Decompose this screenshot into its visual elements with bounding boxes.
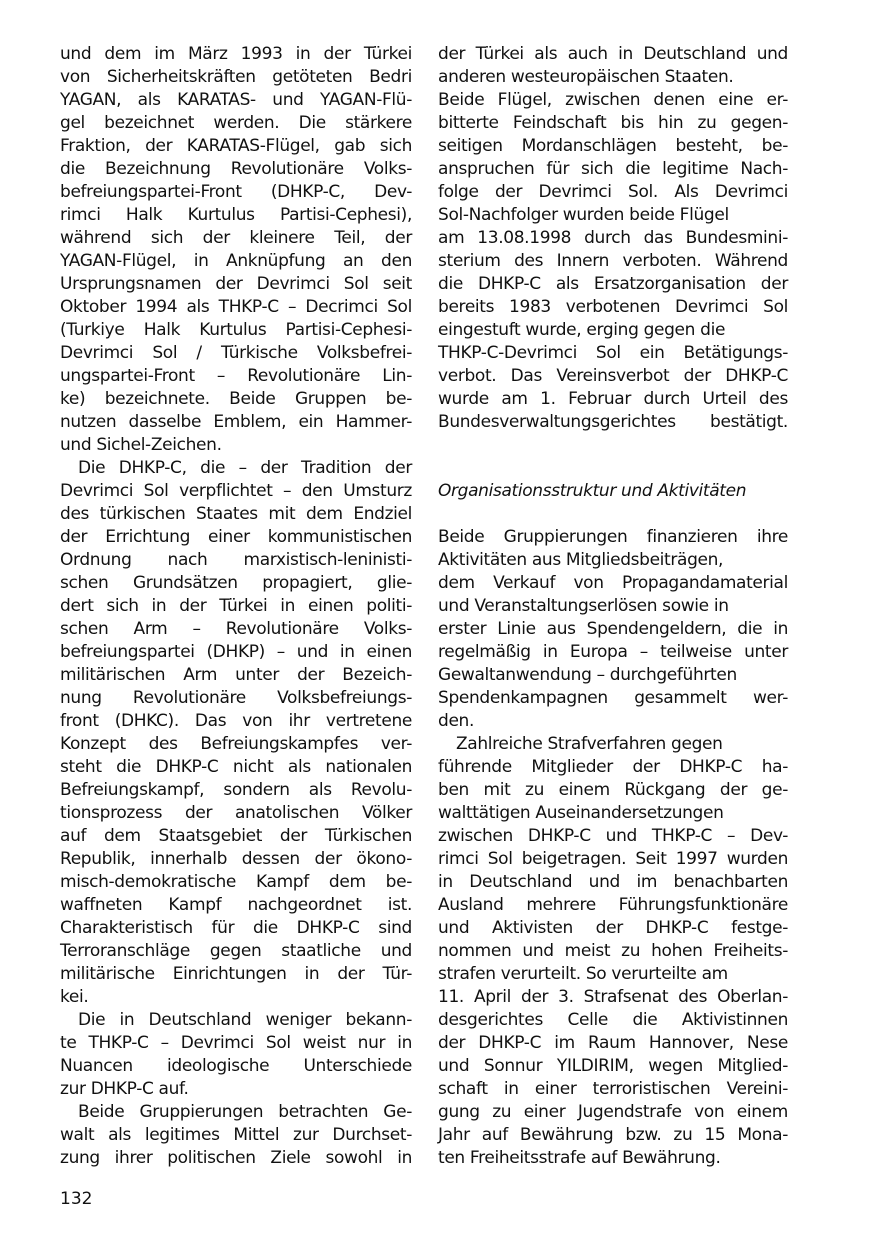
text-line: eingestuft wurde, erging gegen die <box>438 320 726 340</box>
text-line: auf dem Staatsgebiet der Türkischen <box>60 826 412 846</box>
text-line: der Türkei als auch in Deutschland und <box>438 44 788 64</box>
text-line: Befreiungskampf, sondern als Revolu- <box>60 780 412 800</box>
text-line: nung Revolutionäre Volksbefreiungs- <box>60 688 412 708</box>
text-line: Sol-Nachfolger wurden beide Flügel <box>438 205 729 225</box>
text-line: 11. April der 3. Strafsenat des Oberlan- <box>438 987 788 1007</box>
paragraph-first-line: Zahlreiche Strafverfahren gegen <box>456 734 723 754</box>
text-line: militärischen Arm unter der Bezeich- <box>60 665 412 685</box>
text-line: THKP-C-Devrimci Sol ein Betätigungs- <box>438 343 788 363</box>
text-line: Gewaltanwendung – durchgeführten <box>438 665 737 685</box>
text-line: und Aktivisten der DHKP-C festge- <box>438 918 788 938</box>
text-line: YAGAN, als KARATAS- und YAGAN-Flü- <box>60 90 412 110</box>
text-line: Charakteristisch für die DHKP-C sind <box>60 918 412 938</box>
text-line: des türkischen Staates mit dem Endziel <box>60 504 412 524</box>
text-line: te THKP-C – Devrimci Sol weist nur in <box>60 1033 412 1053</box>
text-line: walt als legitimes Mittel zur Durchset- <box>60 1125 412 1145</box>
text-line: strafen verurteilt. So verurteilte am <box>438 964 728 984</box>
text-line: Ursprungsnamen der Devrimci Sol seit <box>60 274 412 294</box>
section-spacer <box>438 503 788 526</box>
text-line: Beide Flügel, zwischen denen eine er- <box>438 90 788 110</box>
text-line: Fraktion, der KARATAS-Flügel, gab sich <box>60 136 412 156</box>
text-line: führende Mitglieder der DHKP-C ha- <box>438 757 788 777</box>
text-line: verbot. Das Vereinsverbot der DHKP-C <box>438 366 788 386</box>
text-line: Spendenkampagnen gesammelt wer- <box>438 688 788 708</box>
text-line: während sich der kleinere Teil, der <box>60 228 412 248</box>
text-line: Aktivitäten aus Mitgliedsbeiträgen, <box>438 550 724 570</box>
text-line: am 13.08.1998 durch das Bundesmini- <box>438 228 788 248</box>
text-line: und dem im März 1993 in der Türkei <box>60 44 412 64</box>
text-line: Jahr auf Bewährung bzw. zu 15 Mona- <box>438 1125 788 1145</box>
text-line: sterium des Innern verboten. Während <box>438 251 788 271</box>
text-line: ben mit zu einem Rückgang der ge- <box>438 780 788 800</box>
text-line: nommen und meist zu hohen Freiheits- <box>438 941 788 961</box>
text-line: Terroranschläge gegen staatliche und <box>60 941 412 961</box>
text-line: bereits 1983 verbotenen Devrimci Sol <box>438 297 788 317</box>
text-line: zur DHKP-C auf. <box>60 1079 189 1099</box>
text-line: wurde am 1. Februar durch Urteil des <box>438 389 788 409</box>
text-line: die DHKP-C als Ersatzorganisation der <box>438 274 788 294</box>
text-line: regelmäßig in Europa – teilweise unter <box>438 642 788 662</box>
text-line: Ordnung nach marxistisch-leninisti- <box>60 550 412 570</box>
text-line: gung zu einer Jugendstrafe von einem <box>438 1102 788 1122</box>
text-line: ke) bezeichnete. Beide Gruppen be- <box>60 389 412 409</box>
text-line: zwischen DHKP-C und THKP-C – Dev- <box>438 826 788 846</box>
text-line: seitigen Mordanschlägen besteht, be- <box>438 136 788 156</box>
left-column <box>60 43 412 1170</box>
paragraph-first-line: Die DHKP-C, die – der Tradition der <box>78 458 412 478</box>
text-line: befreiungspartei-Front (DHKP-C, Dev- <box>60 182 412 202</box>
text-line: rimci Sol beigetragen. Seit 1997 wurden <box>438 849 788 869</box>
text-line: (Turkiye Halk Kurtulus Partisi-Cephesi- <box>60 320 412 340</box>
text-line: Beide Gruppierungen finanzieren ihre <box>438 527 788 547</box>
text-line: misch-demokratische Kampf dem be- <box>60 872 412 892</box>
right-column <box>438 43 788 1170</box>
text-line: nutzen dasselbe Emblem, ein Hammer- <box>60 412 412 432</box>
text-line: Oktober 1994 als THKP-C – Decrimci Sol <box>60 297 412 317</box>
text-line: gel bezeichnet werden. Die stärkere <box>60 113 412 133</box>
text-line: und Sonnur YILDIRIM, wegen Mitglied- <box>438 1056 788 1076</box>
text-line: dem Verkauf von Propagandamaterial <box>438 573 788 593</box>
text-line: kei. <box>60 987 89 1007</box>
text-line: ten Freiheitsstrafe auf Bewährung. <box>438 1148 721 1168</box>
text-line: dert sich in der Türkei in einen politi- <box>60 596 412 616</box>
section-spacer <box>438 434 788 480</box>
text-line: Devrimci Sol verpflichtet – den Umsturz <box>60 481 412 501</box>
text-line: und Veranstaltungserlösen sowie in <box>438 596 729 616</box>
text-line: von Sicherheitskräften getöteten Bedri <box>60 67 412 87</box>
text-line: schen Grundsätzen propagiert, glie- <box>60 573 412 593</box>
text-line: Republik, innerhalb dessen der ökono- <box>60 849 412 869</box>
text-line: schaft in einer terroristischen Vereini- <box>438 1079 788 1099</box>
text-line: Nuancen ideologische Unterschiede <box>60 1056 412 1076</box>
paragraph-first-line: Beide Gruppierungen betrachten Ge- <box>78 1102 412 1122</box>
text-line: befreiungspartei (DHKP) – und in einen <box>60 642 412 662</box>
text-line: waffneten Kampf nachgeordnet ist. <box>60 895 412 915</box>
text-line: YAGAN-Flügel, in Anknüpfung an den <box>60 251 412 271</box>
text-line: Ausland mehrere Führungsfunktionäre <box>438 895 788 915</box>
text-line: rimci Halk Kurtulus Partisi-Cephesi), <box>60 205 412 225</box>
text-line: front (DHKC). Das von ihr vertretene <box>60 711 412 731</box>
text-line: Konzept des Befreiungskampfes ver- <box>60 734 412 754</box>
text-line: den. <box>438 711 475 731</box>
text-line: schen Arm – Revolutionäre Volks- <box>60 619 412 639</box>
text-line: anderen westeuropäischen Staaten. <box>438 67 734 87</box>
text-line: zung ihrer politischen Ziele sowohl in <box>60 1148 412 1168</box>
text-line: folge der Devrimci Sol. Als Devrimci <box>438 182 788 202</box>
text-line: bitterte Feindschaft bis hin zu gegen- <box>438 113 788 133</box>
text-line: anspruchen für sich die legitime Nach- <box>438 159 788 179</box>
text-line: der Errichtung einer kommunistischen <box>60 527 412 547</box>
text-line: ungspartei-Front – Revolutionäre Lin- <box>60 366 412 386</box>
text-line: militärische Einrichtungen in der Tür- <box>60 964 412 984</box>
text-line: in Deutschland und im benachbarten <box>438 872 788 892</box>
text-line: steht die DHKP-C nicht als nationalen <box>60 757 412 777</box>
section-heading: Organisationsstruktur und Aktivitäten <box>438 481 747 501</box>
text-line: und Sichel-Zeichen. <box>60 435 222 455</box>
text-line: erster Linie aus Spendengeldern, die in <box>438 619 788 639</box>
text-line: die Bezeichnung Revolutionäre Volks- <box>60 159 412 179</box>
page-number: 132 <box>60 1189 93 1209</box>
paragraph-first-line: Die in Deutschland weniger bekann- <box>78 1010 412 1030</box>
text-line: Devrimci Sol / Türkische Volksbefrei- <box>60 343 412 363</box>
text-line: Bundesverwaltungsgerichtes bestätigt. <box>438 412 788 432</box>
text-line: desgerichtes Celle die Aktivistinnen <box>438 1010 788 1030</box>
text-line: walttätigen Auseinandersetzungen <box>438 803 724 823</box>
text-line: tionsprozess der anatolischen Völker <box>60 803 412 823</box>
text-line: der DHKP-C im Raum Hannover, Nese <box>438 1033 788 1053</box>
